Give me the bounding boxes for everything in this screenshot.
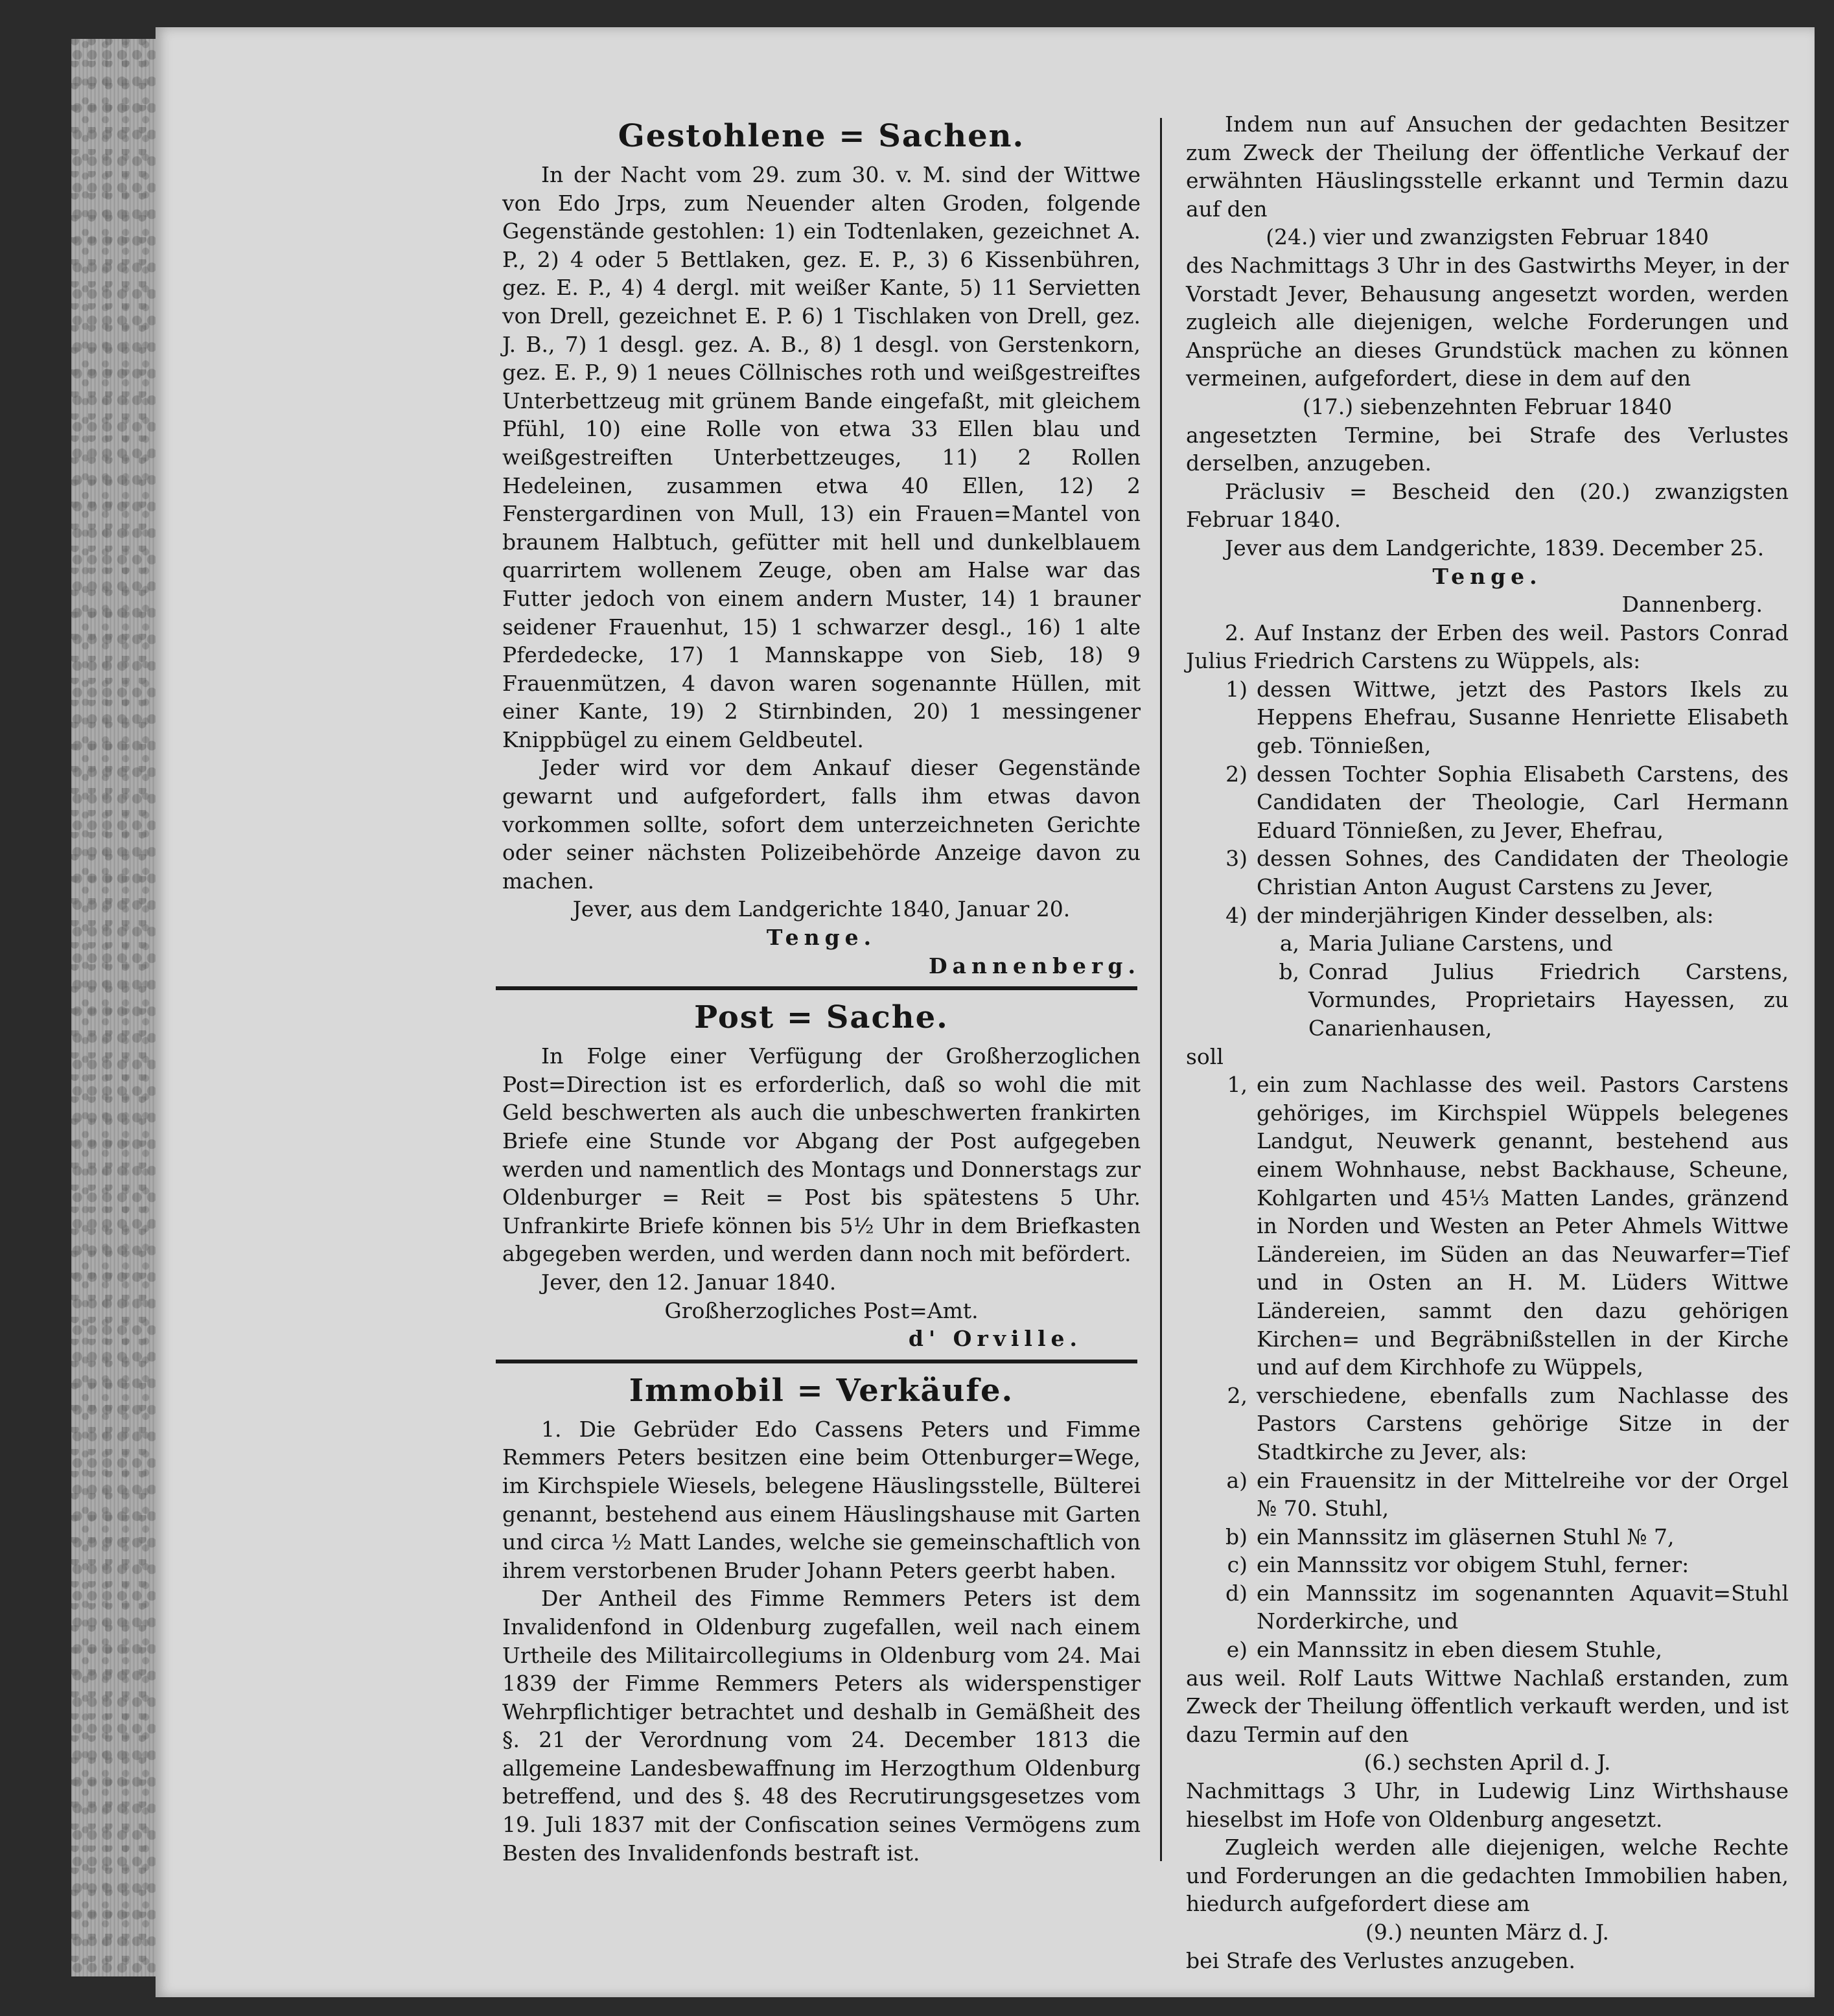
seat-label: b): [1225, 1524, 1248, 1549]
seat-item: [1186, 1579, 1789, 1636]
heir-item: [1186, 675, 1789, 760]
object-text: verschiedene, ebenfalls zum Nachlasse des Pastors Carstens gehörige Sitze in der Stadtkirche zu Jever, als:: [1257, 1382, 1789, 1465]
sale-place-date: Jever aus dem Landgerichte, 1839. December 25.: [1225, 535, 1765, 561]
sale-venue: Nachmittags 3 Uhr, in Ludewig Linz Wirthshause hieselbst im Hofe von Oldenburg angesetzt.: [1186, 1778, 1789, 1832]
seat-item: [1186, 1636, 1789, 1664]
heir-label: 2): [1225, 761, 1248, 787]
heading-real-estate: Immobil = Verkäufe.: [629, 1372, 1014, 1409]
sale-date-3: (6.) sechsten April d. J.: [1364, 1750, 1611, 1776]
seat-item: [1186, 1551, 1789, 1579]
seat-text: ein Frauensitz in der Mittelreihe vor der Orgel № 70. Stuhl,: [1257, 1467, 1789, 1522]
child-item: [1186, 929, 1789, 958]
sale-date-1: (24.) vier und zwanzigsten Februar 1840: [1266, 224, 1709, 250]
seat-text: ein Mannssitz vor obigem Stuhl, ferner:: [1257, 1552, 1689, 1578]
seat-text: ein Mannssitz in eben diesem Stuhle,: [1257, 1637, 1662, 1663]
right-column: [1186, 110, 1789, 1975]
claims-notice: Zugleich werden alle diejenigen, welche Rechte und Forderungen an die gedachten Immobilien haben, hiedurch aufgefordert diese am: [1186, 1835, 1789, 1917]
seat-label: e): [1226, 1637, 1248, 1663]
sale-date-4: (9.) neunten März d. J.: [1365, 1919, 1609, 1945]
signature-dorville: d' Orville.: [908, 1326, 1082, 1352]
post-office: Großherzogliches Post=Amt.: [664, 1297, 979, 1323]
signature-dannenberg: Dannenberg.: [929, 953, 1141, 979]
child-item: [1186, 958, 1789, 1043]
sale-date-2: (17.) siebenzehnten Februar 1840: [1302, 393, 1673, 419]
preclusiv-notice: Präclusiv = Bescheid den (20.) zwanzigsten Februar 1840.: [1186, 478, 1789, 533]
post-text: In Folge einer Verfügung der Großherzoglichen Post=Direction ist es erforderlich, daß so wohl die mit Geld beschwerten als auch die unbeschwerten frankirten Briefe eine Stunde vor Abgang der Post aufgegeben werden und namentlich des Montags und Donnerstags zur Oldenburger = Reit = Post bis spätestens 5 Uhr. Unfrankirte Briefe können bis 5½ Uhr in dem Briefkasten abgegeben werden, und werden dann noch mit befördert.: [502, 1043, 1141, 1267]
stolen-items-text: In der Nacht vom 29. zum 30. v. M. sind der Wittwe von Edo Jrps, zum Neuender alten Groden, folgende Gegenstände gestohlen: 1) ein Todtenlaken, gezeichnet A. P., 2) 4 oder 5 Bettlaken, gez. E. P., 3) 6 Kissenbühren, gez. E. P., 4) 4 dergl. mit weißer Kante, 5) 11 Servietten von Drell, gezeichnet E. P. 6) 1 Tischlaken von Drell, gez. J. B., 7) 1 desgl. gez. A. B., 8) 1 desgl. von Gerstenkorn, gez. E. P., 9) 1 neues Cöllnisches roth und weißgestreiftes Unterbettzeug mit grünem Bande eingefaßt, mit gleichem Pfühl, 10) eine Rolle von etwa 33 Ellen blau und weißgestreiften Unterbettzeuges, 11) 2 Rollen Hedeleinen, zusammen etwa 40 Ellen, 12) 2 Fenstergardinen von Mull, 13) ein Frauen=Mantel von braunem Halbtuch, gefütter mit hell und dunkelblauem quarrirtem wollenem Zeuge, oben am Halse war das Futter jedoch von einem andern Muster, 14) 1 brauner seidener Frauenhut, 15) 1 schwarzer desgl., 16) 1 alte Pferdedecke, 17) 1 Mannskappe von Sieb, 18) 9 Frauenmützen, 4 davon waren sogenannte Hüllen, mit einer Kante, 19) 2 Stirnbinden, 20) 1 messingener Knippbügel zu einem Geldbeutel.: [502, 162, 1141, 752]
object-label: 1,: [1227, 1072, 1248, 1098]
child-label: b,: [1279, 958, 1299, 984]
seat-label: c): [1227, 1552, 1248, 1578]
object-text: ein zum Nachlasse des weil. Pastors Carstens gehöriges, im Kirchspiel Wüppels belegenes Landgut, Neuwerk genannt, bestehend aus einem Wohnhause, nebst Backhause, Scheune, Kohlgarten und 45⅓ Matten Landes, gränzend in Norden und Westen an Peter Ahmels Wittwe Ländereien, im Süden an das Neuwarfer=Tief und in Osten an H. M. Lüders Wittwe Ländereien, sammt den dazu gehörigen Kirchen= und Begräbnißstellen in der Kirche und auf dem Kirchhofe zu Wüppels,: [1257, 1072, 1789, 1380]
heir-text: der minderjährigen Kinder desselben, als:: [1257, 902, 1714, 928]
heir-item: [1186, 760, 1789, 845]
seat-item: [1186, 1523, 1789, 1551]
heir-label: 3): [1225, 846, 1248, 872]
child-label: a,: [1279, 931, 1299, 956]
real-estate-paragraph-2: Der Antheil des Fimme Remmers Peters ist dem Invalidenfond in Oldenburg zugefallen, weil nach einem Urtheile des Militaircollegiums in Oldenburg vom 24. Mai 1839 der Fimme Remmers Peters als widerspenstiger Wehrpflichtiger betrachtet und deshalb in Gemäßheit des §. 21 der Verordnung vom 24. December 1813 die allgemeine Landesbewaffnung im Herzogthum Oldenburg betreffend, und des §. 48 des Recrutirungsgesetzes vom 19. Juli 1837 mit der Confiscation seines Vermögens zum Besten des Invalidenfonds bestraft ist.: [502, 1586, 1141, 1866]
post-place-date: Jever, den 12. Januar 1840.: [541, 1269, 837, 1295]
sale-intro: Indem nun auf Ansuchen der gedachten Besitzer zum Zweck der Theilung der öffentliche Verkauf der erwähnten Häuslingsstelle erkannt und Termin dazu auf den: [1186, 111, 1789, 222]
final-notice: bei Strafe des Verlustes anzugeben.: [1186, 1947, 1576, 1973]
seat-label: a): [1226, 1467, 1248, 1493]
signature-tenge-2: Tenge.: [1432, 563, 1542, 589]
stolen-place-date: Jever, aus dem Landgerichte 1840, Januar 20.: [572, 896, 1071, 922]
heir-text: dessen Wittwe, jetzt des Pastors Ikels zu Heppens Ehefrau, Susanne Henriette Elisabeth geb. Tönnießen,: [1257, 676, 1789, 759]
sale-after: angesetzten Termine, bei Strafe des Verlustes derselben, anzugeben.: [1186, 422, 1789, 476]
heading-stolen-items: Gestohlene = Sachen.: [618, 118, 1025, 154]
section-rule: [496, 1360, 1137, 1363]
sale-closing: aus weil. Rolf Lauts Wittwe Nachlaß erstanden, zum Zweck der Theilung öffentlich verkauft werden, und ist dazu Termin auf den: [1186, 1665, 1789, 1747]
heir-text: dessen Sohnes, des Candidaten der Theologie Christian Anton August Carstens zu Jever,: [1257, 846, 1789, 900]
column-divider: [1160, 118, 1162, 1861]
object-label: 2,: [1227, 1382, 1248, 1408]
stolen-items-warning: Jeder wird vor dem Ankauf dieser Gegenstände gewarnt und aufgefordert, falls ihm etwas davon vorkommen sollte, sofort dem unterzeichneten Gerichte oder seiner nächsten Polizeibehörde Anzeige davon zu machen.: [502, 755, 1141, 894]
child-text: Maria Juliane Carstens, und: [1308, 931, 1613, 956]
object-item: [1186, 1382, 1789, 1466]
seat-label: d): [1225, 1580, 1248, 1606]
signature-tenge: Tenge.: [766, 925, 877, 951]
heir-item: [1186, 901, 1789, 930]
left-column: [502, 110, 1141, 1867]
heir-text: dessen Tochter Sophia Elisabeth Carstens, des Candidaten der Theologie, Carl Hermann Eduard Tönnießen, zu Jever, Ehefrau,: [1257, 761, 1789, 843]
real-estate-paragraph-1: 1. Die Gebrüder Edo Cassens Peters und Fimme Remmers Peters besitzen eine beim Ottenburger=Wege, im Kirchspiele Wiesels, belegene Häuslingsstelle, Bülterei genannt, bestehend aus einem Häuslingshause mit Garten und circa ½ Matt Landes, welche sie gemeinschaftlich von ihrem verstorbenen Bruder Johann Peters geerbt haben.: [502, 1416, 1141, 1583]
section-rule: [496, 986, 1137, 990]
seat-text: ein Mannssitz im sogenannten Aquavit=Stuhl Norderkirche, und: [1257, 1580, 1789, 1634]
heir-item: [1186, 844, 1789, 901]
estate-intro: 2. Auf Instanz der Erben des weil. Pastors Conrad Julius Friedrich Carstens zu Wüppels, als:: [1186, 620, 1789, 674]
seat-item: [1186, 1466, 1789, 1523]
marbled-edge: [71, 39, 156, 1976]
object-item: [1186, 1071, 1789, 1382]
child-text: Conrad Julius Friedrich Carstens, Vormundes, Proprietairs Hayessen, zu Canarienhausen,: [1308, 958, 1789, 1041]
seat-text: ein Mannssitz im gläsernen Stuhl № 7,: [1257, 1524, 1675, 1549]
heir-label: 4): [1225, 902, 1248, 928]
heir-label: 1): [1225, 676, 1248, 702]
signature-dannenberg-2: Dannenberg.: [1621, 592, 1763, 618]
heading-post: Post = Sache.: [694, 999, 949, 1036]
sale-mid: des Nachmittags 3 Uhr in des Gastwirths Meyer, in der Vorstadt Jever, Behausung angesetzt worden, werden zugleich alle diejenigen, welche Forderungen und Ansprüche an dieses Grundstück machen zu können vermeinen, aufgefordert, diese in dem auf den: [1186, 252, 1789, 391]
soll-word: soll: [1186, 1043, 1224, 1069]
